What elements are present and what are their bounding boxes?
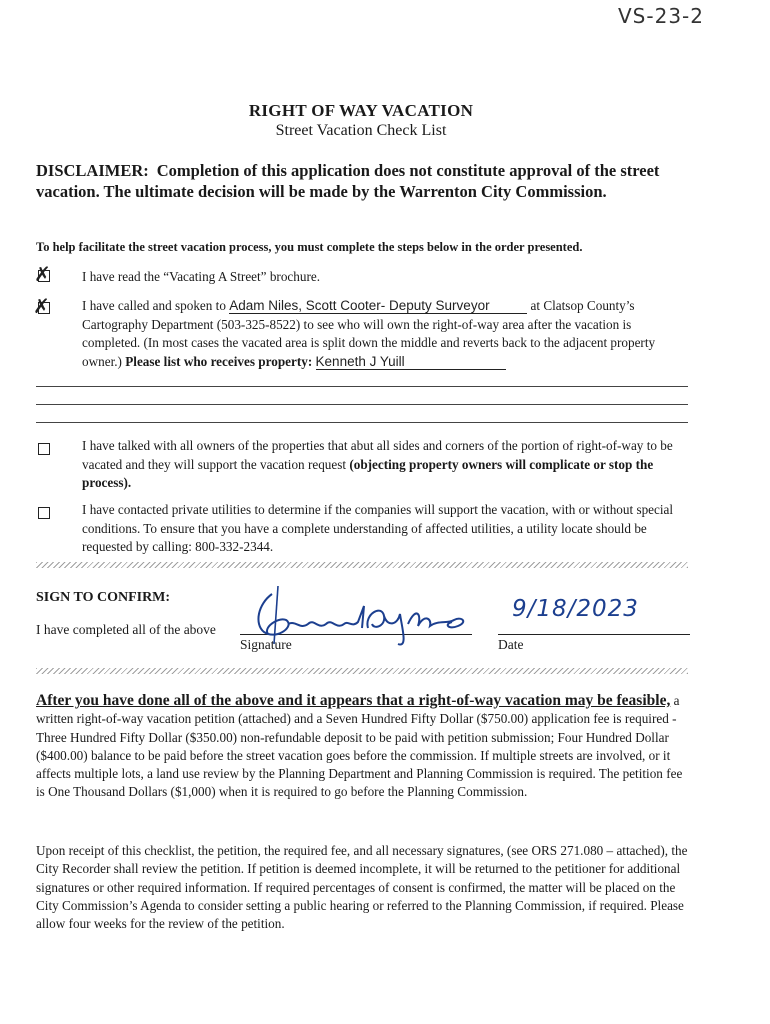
item-2-text-after: at Clatsop County’s Cartography Department (503-325-8522) to see who will own the right-of-way area after the vacation is completed. (In most cases the vacated area is split down the middle and reverts back to the adjacent property owner.) [82,298,656,369]
handwritten-signature [248,584,478,648]
review-paragraph: Upon receipt of this checklist, the petition, the required fee, and all necessary signatures, (see ORS 271.080 – attached), the City Recorder shall review the petition. If petition is deemed incomplete, it will be returned to the petitioner for additional signatures or other required information. If required percentages of consent is confirmed, the matter will be placed on the City Commission’s Agenda to consider setting a public hearing or referred to the Planning Commission, if required. Please allow four weeks for the review of the petition. [36,843,688,932]
checklist-item-2 [82,297,692,371]
date-caption: Date [498,637,524,652]
disclaimer [36,160,676,202]
disclaimer-text: Completion of this application does not constitute approval of the street vacation. The ultimate decision will be made by the Warrenton City Commission. [36,161,660,201]
answer-line[interactable] [36,386,688,387]
property-receiver-field[interactable]: Kenneth J Yuill [316,355,506,370]
checkbox-item-4[interactable] [38,507,50,519]
answer-line[interactable] [36,404,688,405]
disclaimer-label: DISCLAIMER: [36,161,149,180]
checklist-item-4: I have contacted private utilities to determine if the companies will support the vacation, with or without special conditions. To ensure that you have a complete understanding of affected utilities, a utility locate should be requested by calling: 800-332-2344. [82,502,674,554]
item-2-prompt: Please list who receives property: [125,353,313,369]
instructions: To help facilitate the street vacation process, you must complete the steps below in the order presented. [36,240,583,254]
item-2-text-before: I have called and spoken to [82,298,226,313]
feasibility-lead: After you have done all of the above and it appears that a right-of-way vacation may be feasible, [36,692,671,709]
page-title: RIGHT OF WAY VACATION [248,101,474,120]
check-mark-icon: ✗ [33,294,50,318]
date-line[interactable] [498,634,690,635]
sign-title: SIGN TO CONFIRM: [36,590,171,605]
sign-statement: I have completed all of the above [36,622,216,637]
document-number: VS-23-2 [618,4,704,28]
item-3-warning: (objecting property owners will complicate or stop the process). [82,456,654,490]
item-3-text: I have talked with all owners of the properties that abut all sides and corners of the portion of right-of-way to be vacated and they will support the vacation request [82,438,673,472]
answer-line[interactable] [36,422,688,423]
signature-caption: Signature [240,637,292,652]
feasibility-text: a written right-of-way vacation petition (attached) and a Seven Hundred Fifty Dollar ($750.00) application fee is required - Three Hundred Fifty Dollar ($350.00) non-refundable deposit to be paid with petition submission; Four Hundred Dollar ($400.00) balance to be paid before the street vacation goes before the commission. If multiple streets are involved, or it affects multiple lots, a land use review by the Planning Department and Planning Commission is required. The petition fee is One Thousand Dollars ($1,000) when it is required to go before the Planning Commission. [36,693,683,800]
date-value: 9/18/2023 [512,596,639,622]
divider [36,668,688,674]
feasibility-paragraph [36,692,688,802]
check-mark-icon: ✗ [34,262,51,286]
checkbox-item-3[interactable] [38,443,50,455]
page-subtitle: Street Vacation Check List [275,122,447,139]
checklist-item-3 [82,437,692,493]
county-contact-field[interactable]: Adam Niles, Scott Cooter- Deputy Surveyor [229,299,527,314]
divider [36,562,688,568]
checklist-item-1: I have read the “Vacating A Street” brochure. [82,269,320,284]
